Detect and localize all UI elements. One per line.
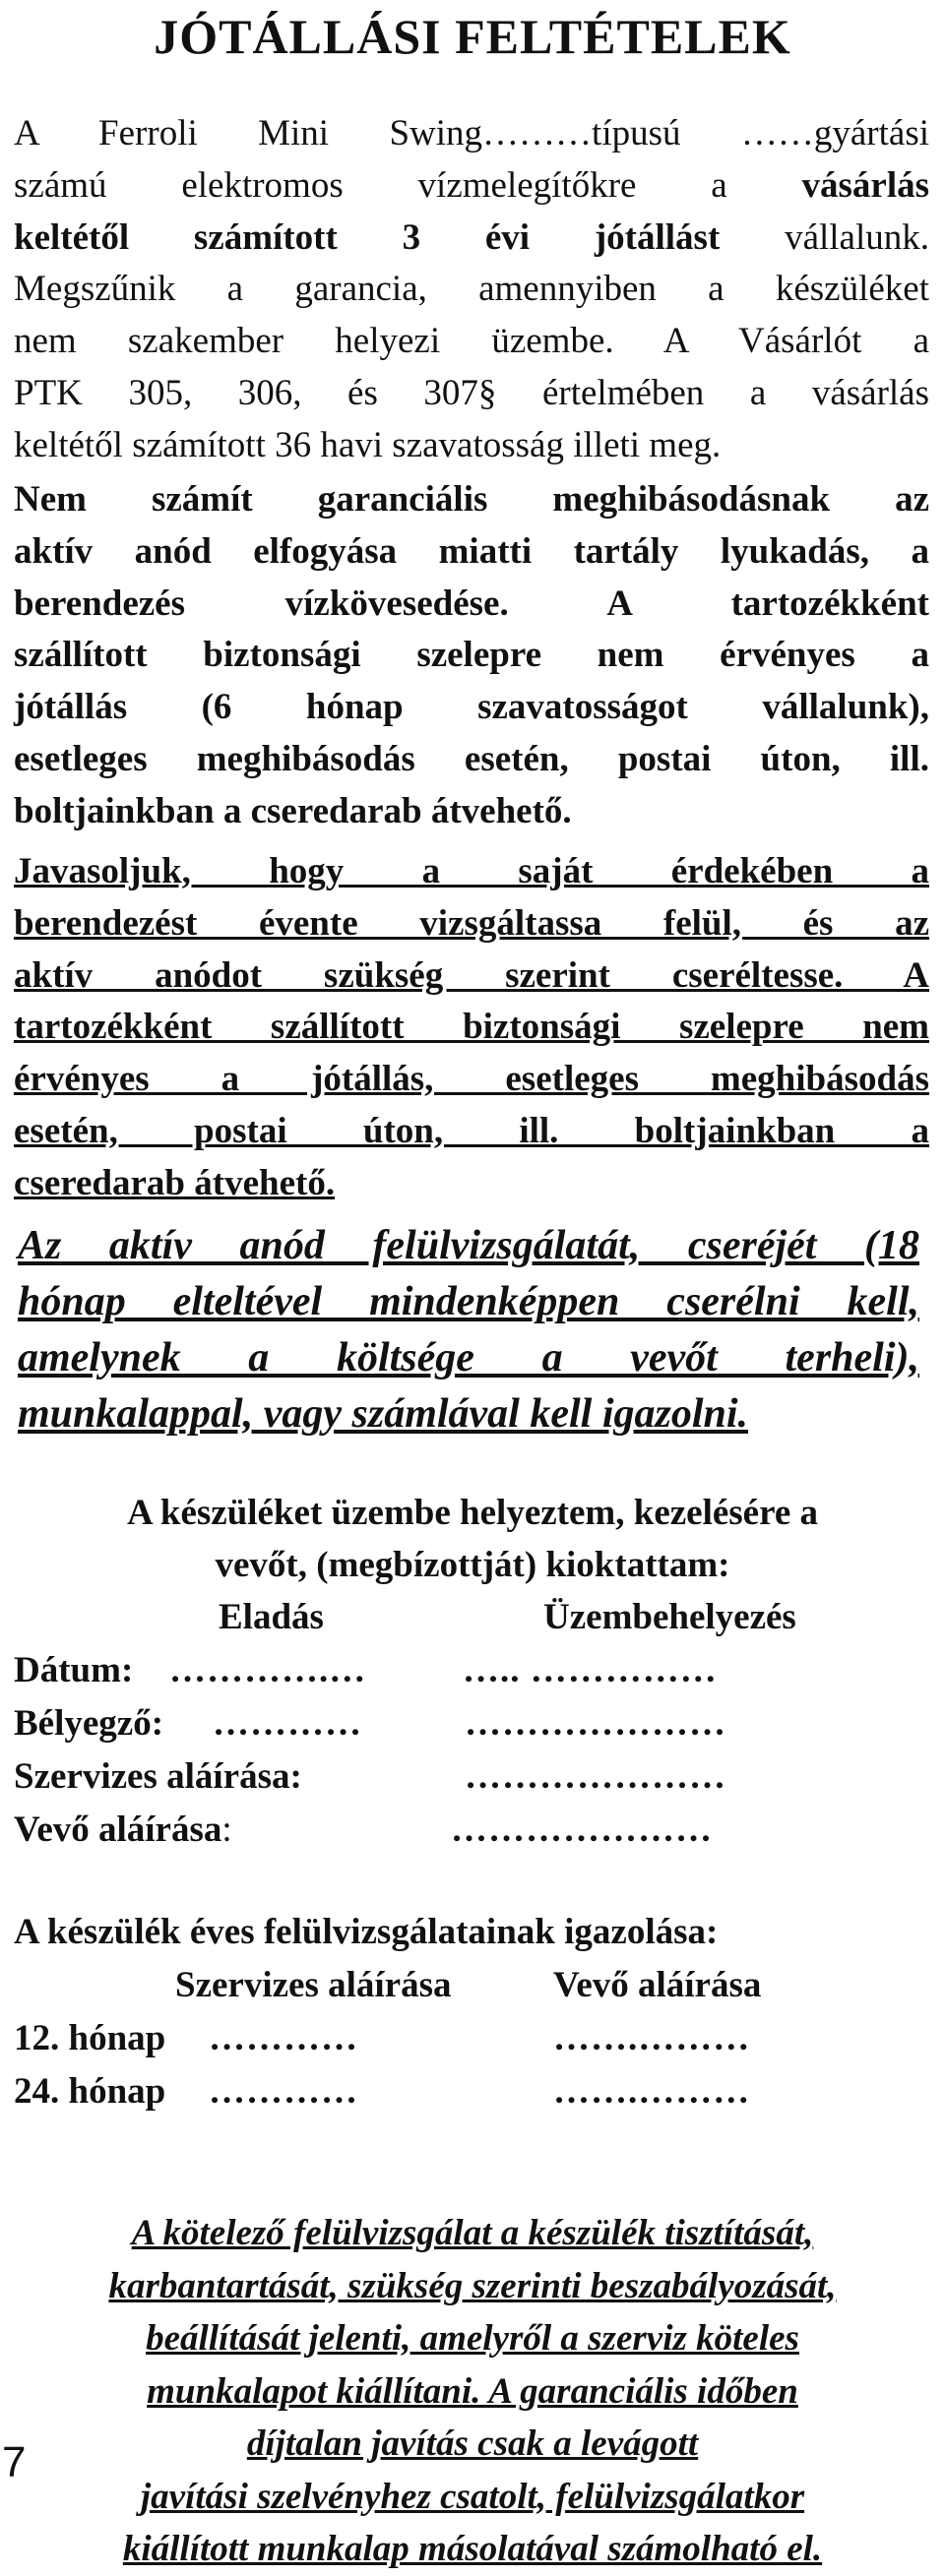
text-line: esetén, postai úton, ill. boltjainkban a [14, 1110, 929, 1151]
text-line: aktív anódot szükség szerint cseréltesse. A [14, 954, 929, 996]
warranty-paragraph-1 [14, 108, 929, 472]
text-line: keltétől számított 36 havi szavatosság illeti meg. [14, 424, 722, 465]
stamp-sale-field: ………… [213, 1703, 362, 1744]
text-line: A kötelező felülvizsgálat a készülék tisztítását, [131, 2213, 814, 2253]
page-number: 7 [2, 2438, 27, 2486]
month-12-label: 12. hónap [14, 2018, 166, 2058]
warranty-paragraph-3 [14, 846, 929, 1210]
text-line: kiállított munkalap másolatával számolható el. [122, 2529, 823, 2569]
date-label: Dátum: [14, 1650, 134, 1690]
column-buyer: Vevő aláírása [553, 1965, 762, 2005]
commissioning-line-2: vevőt, (megbízottját) kioktattam: [215, 1545, 730, 1585]
buyer-signature-label [14, 1809, 232, 1851]
text-line: hónap elteltével mindenképpen cserélni kell, [18, 1279, 919, 1324]
emphasis: vásárlás [801, 164, 929, 206]
buyer-label-text: Vevő aláírása [14, 1809, 222, 1850]
text-line: boltjainkban a cseredarab átvehető. [14, 790, 572, 831]
buyer-label-colon: : [221, 1809, 232, 1850]
text-line: érvényes a jótállás, esetleges meghibásodás [14, 1059, 929, 1100]
warranty-paragraph-4 [18, 1218, 919, 1442]
column-service: Szervizes aláírása [175, 1965, 452, 2005]
warranty-paragraph-2 [14, 474, 929, 838]
text-line: díjtalan javítás csak a levágott [246, 2423, 699, 2464]
stamp-install-field: ………………… [465, 1703, 726, 1744]
column-sale: Eladás [219, 1597, 324, 1637]
text-line: munkalapot kiállítani. A garanciális időben [147, 2370, 798, 2412]
text-line: karbantartását, szükség szerinti beszabályozását, [108, 2265, 837, 2306]
text-line: Javasoljuk, hogy a saját érdekében a [14, 851, 929, 891]
stamp-label: Bélyegző: [14, 1703, 164, 1744]
text-line: szállított biztonsági szelepre nem érvényes a [14, 635, 929, 676]
text-span: számú elektromos vízmelegítőkre a vásárlás [14, 164, 929, 206]
text-line: Nem számít garanciális meghibásodásnak az [14, 479, 929, 520]
month-12-buyer-field: …….……… [553, 2018, 751, 2058]
text-line: munkalappal, vagy számlával kell igazolni. [18, 1391, 749, 1437]
emphasis: keltétől számított 3 évi jótállást [14, 216, 721, 258]
month-24-buyer-field: …….……… [553, 2071, 751, 2112]
text-span: keltétől számított 3 évi jótállást vállalunk. [14, 216, 929, 258]
text-line: amelynek a költsége a vevőt terheli), [18, 1335, 919, 1380]
column-install: Üzembehelyezés [543, 1597, 796, 1637]
text-line: cseredarab átvehető. [14, 1162, 336, 1203]
text-line [14, 160, 929, 213]
text-line: esetleges meghibásodás esetén, postai úton, ill. [14, 738, 929, 779]
month-24-service-field: ………… [209, 2071, 358, 2112]
page-title: JÓTÁLLÁSI FELTÉTELEK [154, 9, 791, 64]
month-12-service-field: ………… [209, 2018, 358, 2058]
text-line: tartozékként szállított biztonsági szelepre nem [14, 1007, 929, 1048]
text-line: javítási szelvényhez csatolt, felülvizsgálatkor [140, 2476, 805, 2517]
inspection-note [0, 2207, 945, 2576]
date-sale-field: ………….… [169, 1650, 367, 1690]
text-line: berendezést évente vizsgáltassa felül, és az [14, 902, 929, 944]
text-line: berendezés vízkövesedése. A tartozékként [14, 583, 929, 624]
buyer-signature-field: ………………… [451, 1809, 713, 1850]
date-install-field: ….. …………… [463, 1650, 718, 1690]
text-line: aktív anód elfogyása miatti tartály lyukadás, a [14, 530, 929, 572]
text-line: jótállás (6 hónap szavatosságot vállalunk), [14, 687, 929, 728]
text-line: Megszűnik a garancia, amennyiben a készüléket [14, 269, 929, 310]
month-24-label: 24. hónap [14, 2071, 166, 2112]
text-line: A Ferroli Mini Swing………típusú ……gyártási [14, 113, 929, 153]
text-line: beállítását jelenti, amelyről a szerviz köteles [146, 2318, 799, 2359]
text-line: Az aktív anód felülvizsgálatát, cseréjét (18 [18, 1223, 919, 1268]
text-line: PTK 305, 306, és 307§ értelmében a vásárlás [14, 372, 929, 413]
annual-heading: A készülék éves felülvizsgálatainak igazolása: [14, 1912, 719, 1952]
commissioning-line-1: A készüléket üzembe helyeztem, kezelésére a [126, 1493, 819, 1533]
service-signature-label: Szervizes aláírása: [14, 1756, 302, 1797]
service-signature-field: ………………… [465, 1756, 726, 1797]
text-line [14, 213, 929, 265]
text-line: nem szakember helyezi üzembe. A Vásárlót a [14, 321, 929, 362]
